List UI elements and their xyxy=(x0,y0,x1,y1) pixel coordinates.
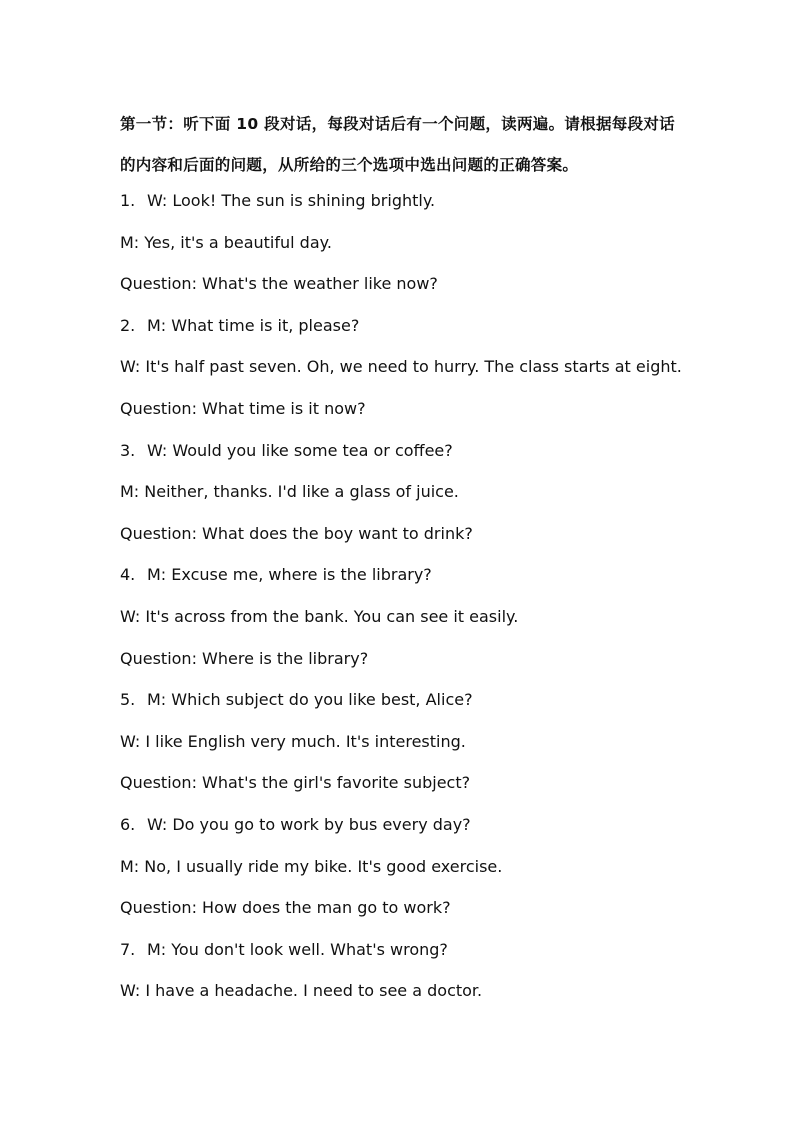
dialogue-text: W: Would you like some tea or coffee? xyxy=(147,441,453,460)
dialogue-number: 6. xyxy=(120,815,136,834)
dialogue-text: M: You don't look well. What's wrong? xyxy=(147,940,448,959)
dialogue-2-line-1 xyxy=(120,314,359,338)
dialogue-number: 7. xyxy=(120,940,136,959)
dialogue-number: 4. xyxy=(120,565,136,584)
dialogue-1-line-2: M: Yes, it's a beautiful day. xyxy=(120,233,332,252)
dialogue-text: M: What time is it, please? xyxy=(147,316,360,335)
dialogue-2-line-2: W: It's half past seven. Oh, we need to hurry. The class starts at eight. xyxy=(120,357,682,376)
dialogue-5-line-2: W: I like English very much. It's interesting. xyxy=(120,732,466,751)
dialogue-7-line-1 xyxy=(120,938,448,962)
dialogue-1-question: Question: What's the weather like now? xyxy=(120,274,438,293)
dialogue-2-question: Question: What time is it now? xyxy=(120,399,366,418)
dialogue-4-question: Question: Where is the library? xyxy=(120,649,369,668)
dialogue-5-line-1 xyxy=(120,688,473,712)
dialogue-number: 1. xyxy=(120,191,136,210)
dialogue-3-line-1 xyxy=(120,439,453,463)
section-heading: 第一节：听下面 10 段对话，每段对话后有一个问题，读两遍。请根据每段对话的内容和后面的问题，从所给的三个选项中选出问题的正确答案。 xyxy=(120,115,675,174)
dialogue-6-line-1 xyxy=(120,813,471,837)
dialogue-text: W: Look! The sun is shining brightly. xyxy=(147,191,436,210)
dialogue-number: 5. xyxy=(120,690,136,709)
dialogue-4-line-2: W: It's across from the bank. You can see it easily. xyxy=(120,607,519,626)
dialogue-number: 3. xyxy=(120,441,136,460)
dialogue-text: W: Do you go to work by bus every day? xyxy=(147,815,471,834)
dialogue-number: 2. xyxy=(120,316,136,335)
dialogue-6-question: Question: How does the man go to work? xyxy=(120,898,451,917)
dialogue-5-question: Question: What's the girl's favorite subject? xyxy=(120,773,471,792)
dialogue-text: M: Which subject do you like best, Alice? xyxy=(147,690,473,709)
dialogue-3-line-2: M: Neither, thanks. I'd like a glass of juice. xyxy=(120,482,459,501)
dialogue-3-question: Question: What does the boy want to drink? xyxy=(120,524,473,543)
dialogue-4-line-1 xyxy=(120,563,432,587)
dialogue-6-line-2: M: No, I usually ride my bike. It's good exercise. xyxy=(120,857,503,876)
dialogue-1-line-1 xyxy=(120,189,435,213)
dialogue-text: M: Excuse me, where is the library? xyxy=(147,565,432,584)
dialogue-7-line-2: W: I have a headache. I need to see a doctor. xyxy=(120,981,483,1000)
